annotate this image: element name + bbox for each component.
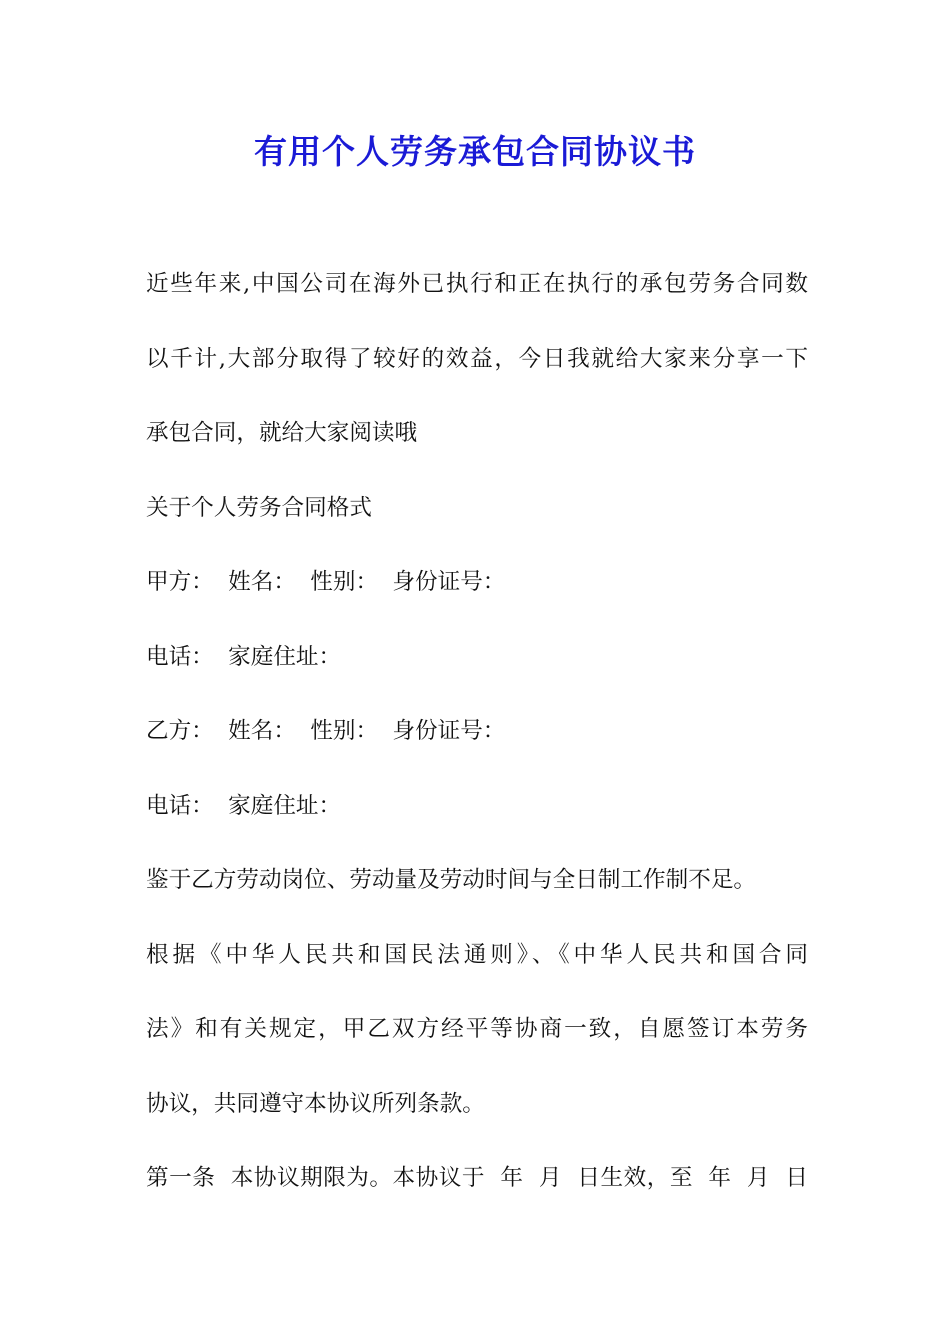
body-line-2: 以千计,大部分取得了较好的效益，今日我就给大家来分享一下 <box>146 345 808 372</box>
body-line-12: 协议，共同遵守本协议所列条款。 <box>146 1090 485 1117</box>
body-line-8: 电话： 家庭住址： <box>146 792 342 819</box>
body-line-4: 关于个人劳务合同格式 <box>146 494 372 521</box>
body-line-7: 乙方： 姓名： 性别： 身份证号： <box>146 718 506 744</box>
body-line-1: 近些年来,中国公司在海外已执行和正在执行的承包劳务合同数 <box>146 271 808 297</box>
document-body <box>146 266 808 1235</box>
document-title: 有用个人劳务承包合同协议书 <box>254 132 696 171</box>
body-line-9: 鉴于乙方劳动岗位、劳动量及劳动时间与全日制工作制不足。 <box>146 867 757 893</box>
body-line-3: 承包合同，就给大家阅读哦 <box>146 420 418 446</box>
body-line-6: 电话： 家庭住址： <box>146 643 342 670</box>
body-line-10: 根据《中华人民共和国民法通则》、《中华人民共和国合同 <box>146 941 808 968</box>
body-line-5: 甲方： 姓名： 性别： 身份证号： <box>146 569 506 595</box>
body-line-13: 第一条 本协议期限为。本协议于 年 月 日生效，至 年 月 日 <box>146 1165 808 1191</box>
body-line-11: 法》和有关规定，甲乙双方经平等协商一致，自愿签订本劳务 <box>146 1016 808 1042</box>
